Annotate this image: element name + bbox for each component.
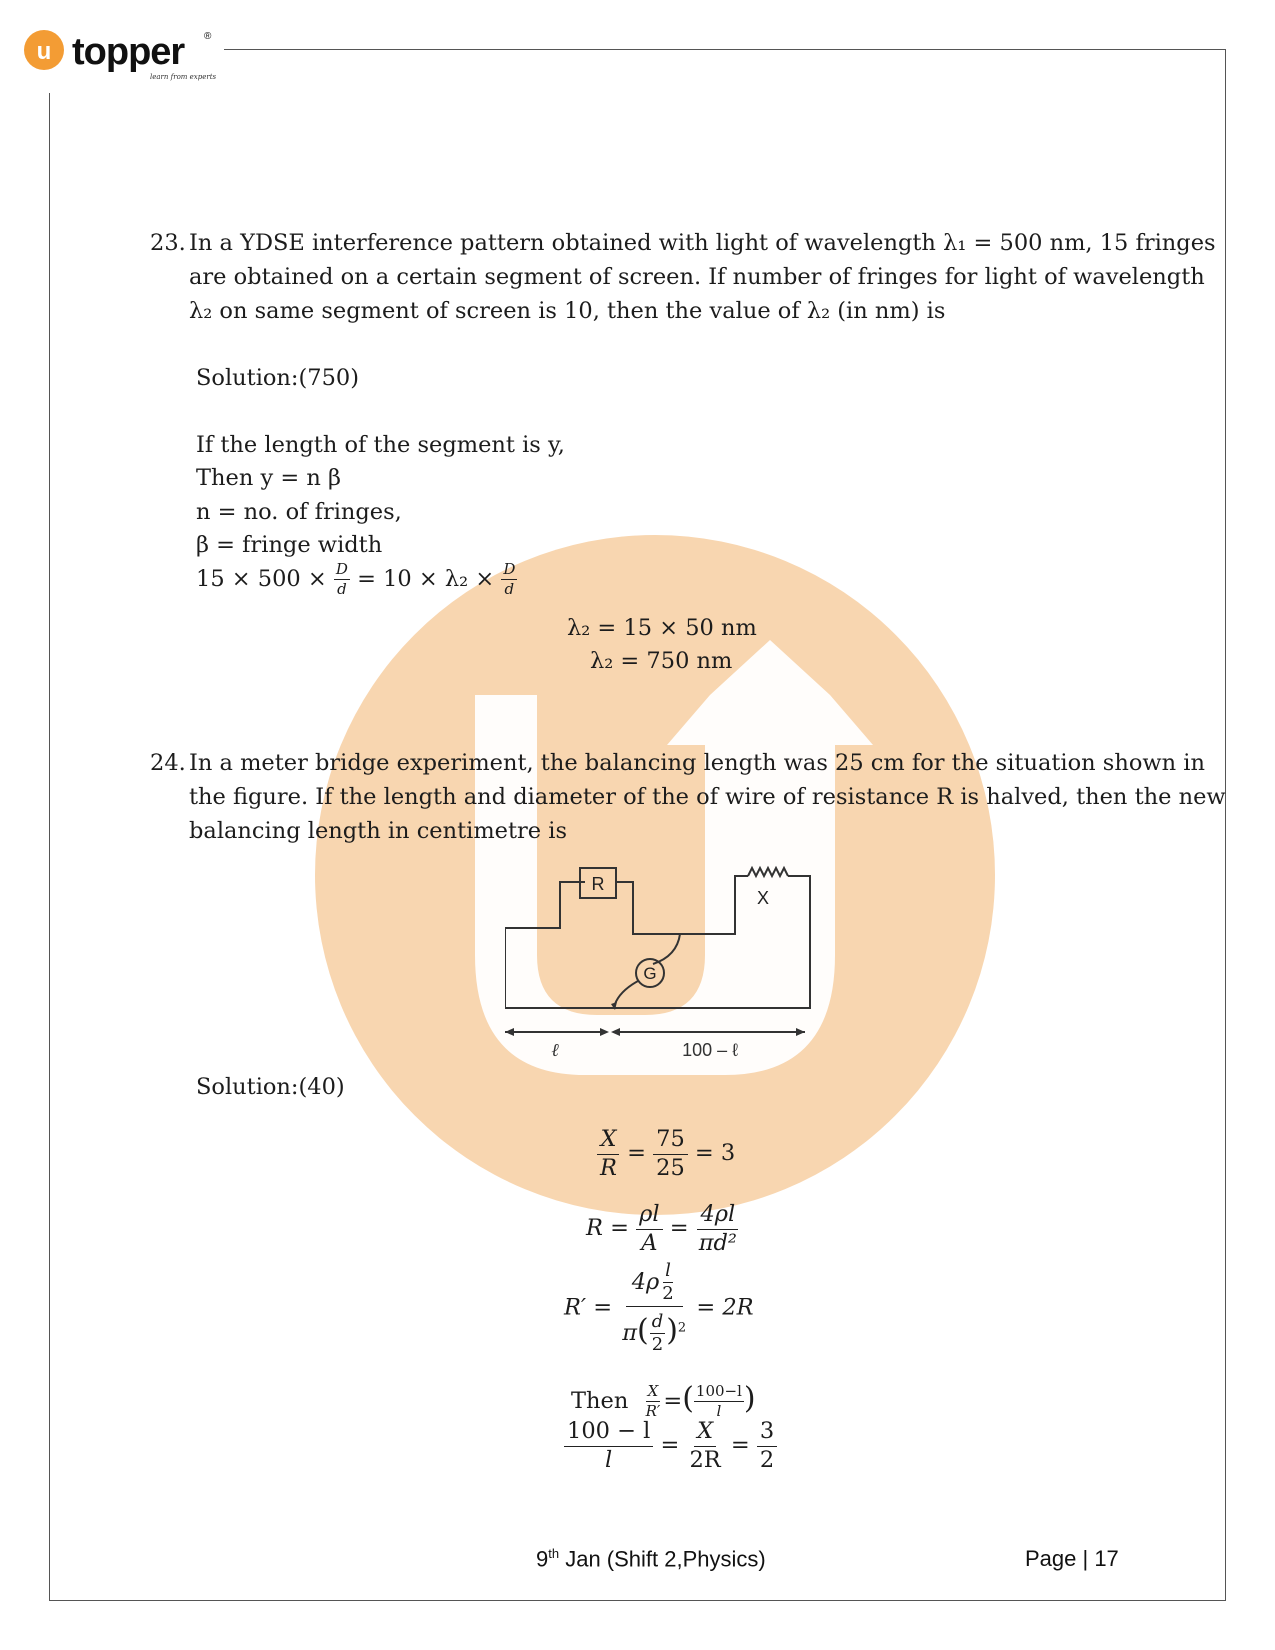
q24-line1: In a meter bridge experiment, the balancing length was 25 cm for the situation shown in [189,750,1205,776]
svg-text:u: u [36,38,52,65]
q23-solution-label: Solution:(750) [196,365,360,391]
q23-step-1: If the length of the segment is y, [196,432,565,458]
eq1-fraction-2: $\frac{D}{d}$ [503,560,516,598]
q23-equation-2: λ₂ = 15 × 50 nm [567,615,757,641]
q23-line2: are obtained on a certain segment of screen. If number of fringes for light of wavelength [189,264,1205,290]
q24-line3: balancing length in centimetre is [189,818,567,844]
q24-number: 24. [150,750,186,776]
svg-text:®: ® [204,31,212,42]
resistor-x-zigzag [748,868,788,876]
svg-text:learn from experts: learn from experts [150,73,217,81]
q24-line2: the figure. If the length and diameter of the of wire of resistance R is halved, then the new [189,784,1226,810]
q24-equation-e: $\frac{100 - l}{l}$ = $\frac{X}{2R}$ = $\frac{3}{2}$ [564,1420,777,1472]
wire-middle [616,876,748,934]
q24-solution-label: Solution:(40) [196,1074,345,1100]
eq1-lhs: 15 × 500 × [196,565,327,592]
label-length-left: ℓ [551,1040,559,1061]
q23-step-4: β = fringe width [196,532,383,558]
footer-exam-label: 9th Jan (Shift 2,Physics) [536,1546,766,1572]
galvanometer-lead-bottom [615,981,638,1004]
q24-equation-a: $\frac{X}{R}$ = $\frac{75}{25}$ = 3 [597,1128,735,1180]
q23-step-2: Then y = n β [196,465,341,491]
eq1-mid: = 10 × λ₂ × [357,565,495,592]
q24-equation-b: R = $\frac{\rho l}{A}$ = $\frac{4\rho l}{\text{πd²}}$ [586,1201,737,1256]
svg-text:topper: topper [72,31,185,73]
label-r: R [591,874,605,894]
q23-number: 23. [150,230,186,256]
label-length-right: 100 – ℓ [682,1040,738,1060]
q23-line3: λ₂ on same segment of screen is 10, then the value of λ₂ (in nm) is [189,298,946,324]
q24-equation-d: Then $\frac{X}{R'}$ =( $\frac{100-l}{l}$ ) [571,1381,756,1420]
galvanometer-lead-top [653,934,680,964]
q23-step-3: n = no. of fringes, [196,499,402,525]
eq1-fraction-1: $\frac{D}{d}$ [335,560,348,598]
q23-equation-1 [196,562,517,598]
q23-line1: In a YDSE interference pattern obtained with light of wavelength λ₁ = 500 nm, 15 fringes [189,230,1216,256]
q23-equation-3: λ₂ = 750 nm [590,648,733,674]
q24-equation-c: R′ = 4ρ $\frac{l}{2}$ π( $\frac{d}{2}$ )$^2$ = 2R [564,1260,754,1355]
wire-left-up [505,882,585,1008]
footer-page-number: Page | 17 [1025,1546,1119,1571]
meter-bridge-figure [505,856,825,1066]
label-g: G [643,964,657,983]
label-x: X [756,888,770,908]
